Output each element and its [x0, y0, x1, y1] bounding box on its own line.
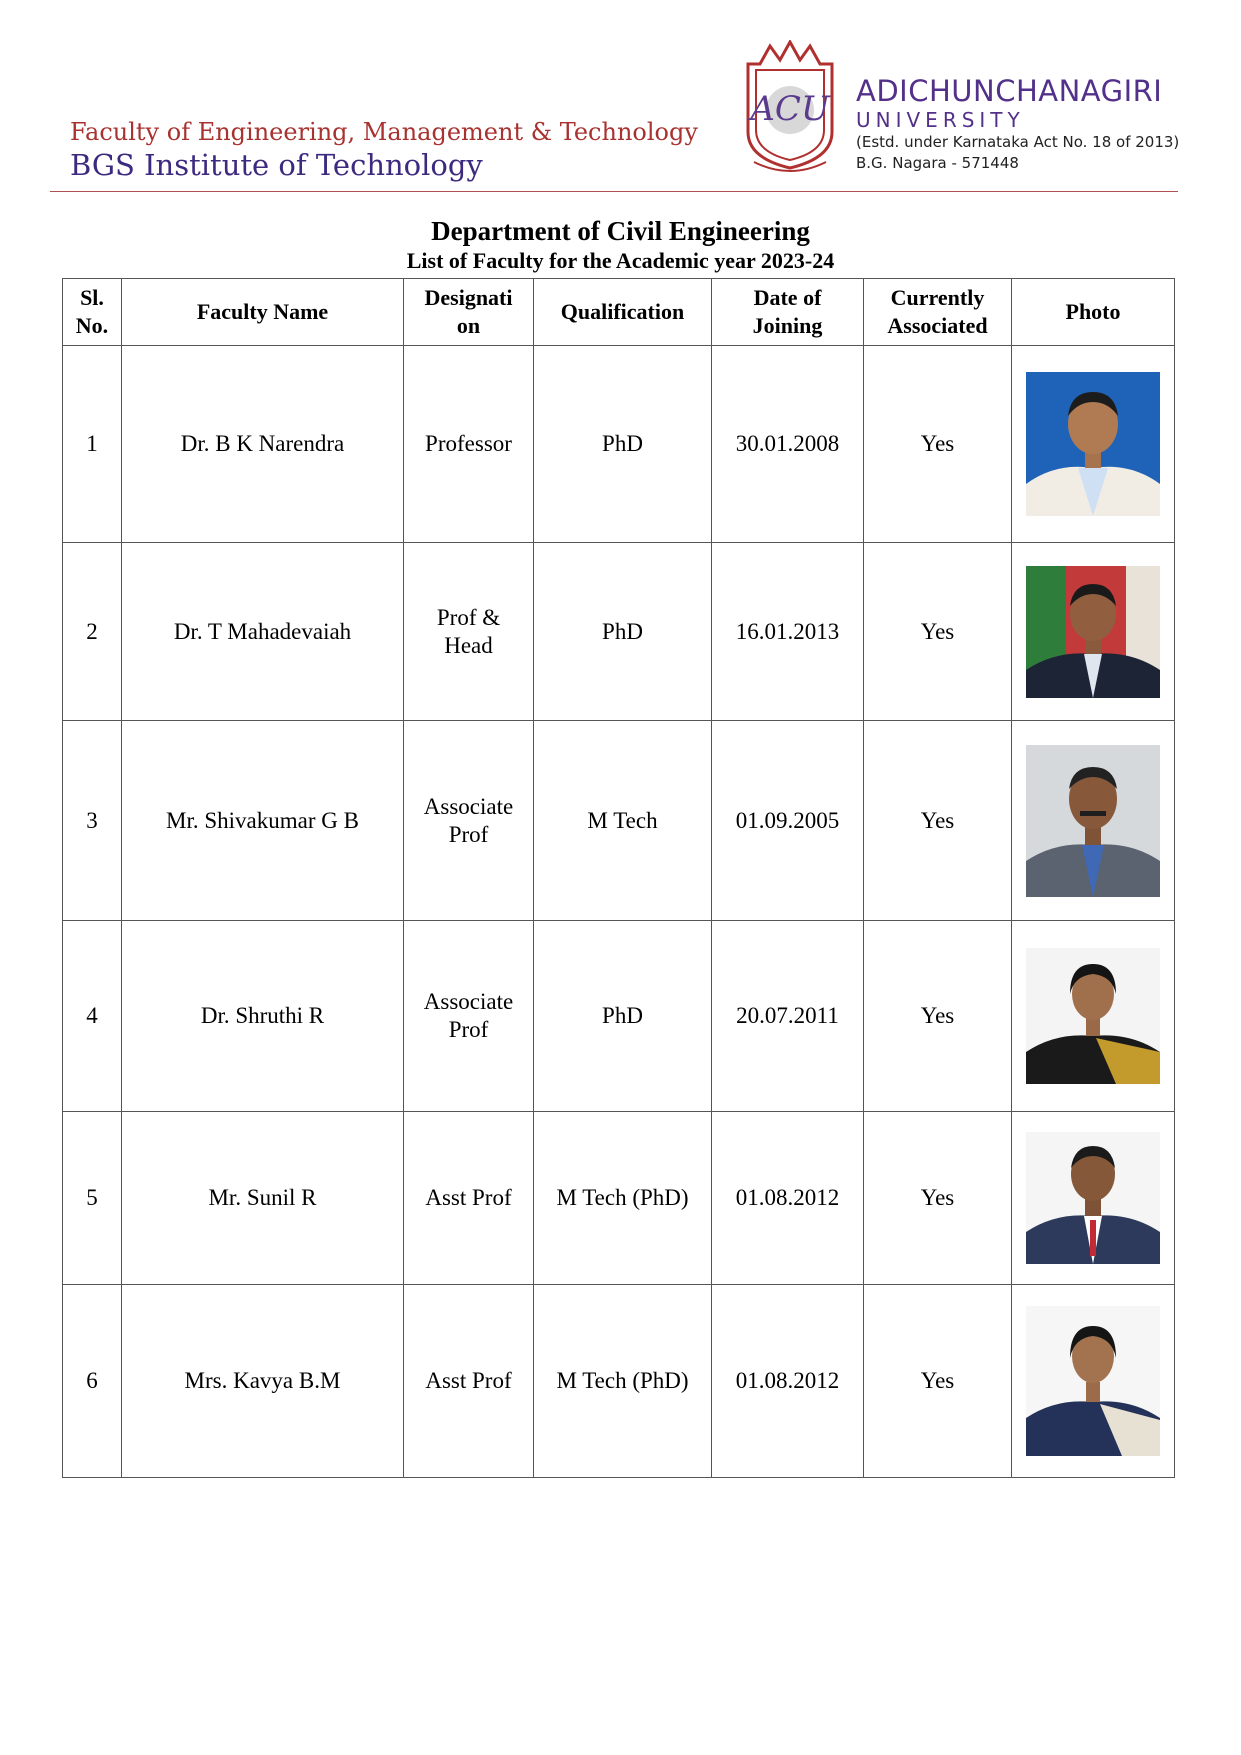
cell-sl: 1 [63, 346, 122, 543]
cell-name: Mr. Shivakumar G B [122, 721, 404, 921]
cell-qualification: PhD [534, 543, 712, 721]
cell-qualification: M Tech (PhD) [534, 1285, 712, 1478]
table-row [63, 921, 1175, 1112]
cell-doj: 20.07.2011 [712, 921, 864, 1112]
cell-photo [1012, 543, 1175, 721]
institute-name: BGS Institute of Technology [70, 148, 483, 182]
document-title: Department of Civil Engineering [431, 216, 810, 246]
table-row [63, 543, 1175, 721]
col-header-designation: Designati on [404, 279, 534, 346]
cell-doj: 01.08.2012 [712, 1285, 864, 1478]
faculty-photo [1026, 1306, 1160, 1456]
cell-doj: 30.01.2008 [712, 346, 864, 543]
cell-photo [1012, 721, 1175, 921]
col-header-associated: Currently Associated [864, 279, 1012, 346]
cell-sl: 5 [63, 1112, 122, 1285]
cell-sl: 4 [63, 921, 122, 1112]
cell-qualification: PhD [534, 921, 712, 1112]
cell-qualification: M Tech [534, 721, 712, 921]
svg-text:ACU: ACU [750, 89, 830, 129]
cell-associated: Yes [864, 1112, 1012, 1285]
university-address: B.G. Nagara - 571448 [856, 154, 1019, 172]
cell-photo [1012, 346, 1175, 543]
cell-qualification: PhD [534, 346, 712, 543]
institute-header [70, 116, 698, 182]
table-row [63, 346, 1175, 543]
document-subtitle: List of Faculty for the Academic year 2023-24 [406, 248, 835, 273]
cell-designation: Asst Prof [404, 1285, 534, 1478]
cell-name: Dr. Shruthi R [122, 921, 404, 1112]
cell-photo [1012, 1285, 1175, 1478]
col-header-doj: Date of Joining [712, 279, 864, 346]
university-subtitle: UNIVERSITY [856, 108, 1025, 132]
cell-associated: Yes [864, 543, 1012, 721]
cell-name: Mrs. Kavya B.M [122, 1285, 404, 1478]
cell-sl: 6 [63, 1285, 122, 1478]
col-header-name: Faculty Name [122, 279, 404, 346]
faculty-photo [1026, 1132, 1160, 1264]
col-header-qualification: Qualification [534, 279, 712, 346]
university-name: ADICHUNCHANAGIRI [856, 74, 1163, 108]
table-row [63, 1285, 1175, 1478]
cell-name: Mr. Sunil R [122, 1112, 404, 1285]
cell-designation: Asst Prof [404, 1112, 534, 1285]
cell-photo [1012, 1112, 1175, 1285]
cell-sl: 3 [63, 721, 122, 921]
cell-qualification: M Tech (PhD) [534, 1112, 712, 1285]
cell-sl: 2 [63, 543, 122, 721]
cell-name: Dr. B K Narendra [122, 346, 404, 543]
faculty-photo [1026, 745, 1160, 897]
table-row [63, 1112, 1175, 1285]
university-block [856, 74, 1179, 174]
cell-designation: Professor [404, 346, 534, 543]
cell-photo [1012, 921, 1175, 1112]
faculty-photo [1026, 372, 1160, 516]
col-header-sl: Sl. No. [63, 279, 122, 346]
faculty-photo [1026, 566, 1160, 698]
university-logo [740, 40, 840, 180]
cell-designation: Prof & Head [404, 543, 534, 721]
faculty-table [62, 278, 1175, 1478]
faculty-photo [1026, 948, 1160, 1084]
cell-associated: Yes [864, 721, 1012, 921]
table-row [63, 721, 1175, 921]
col-header-photo: Photo [1012, 279, 1175, 346]
cell-doj: 01.09.2005 [712, 721, 864, 921]
cell-doj: 16.01.2013 [712, 543, 864, 721]
university-act: (Estd. under Karnataka Act No. 18 of 2013) [856, 133, 1180, 151]
cell-associated: Yes [864, 921, 1012, 1112]
cell-designation: Associate Prof [404, 721, 534, 921]
cell-name: Dr. T Mahadevaiah [122, 543, 404, 721]
header-divider [50, 191, 1178, 192]
table-header-row [63, 279, 1175, 346]
faculty-line: Faculty of Engineering, Management & Technology [70, 118, 698, 146]
cell-doj: 01.08.2012 [712, 1112, 864, 1285]
cell-designation: Associate Prof [404, 921, 534, 1112]
cell-associated: Yes [864, 1285, 1012, 1478]
cell-associated: Yes [864, 346, 1012, 543]
